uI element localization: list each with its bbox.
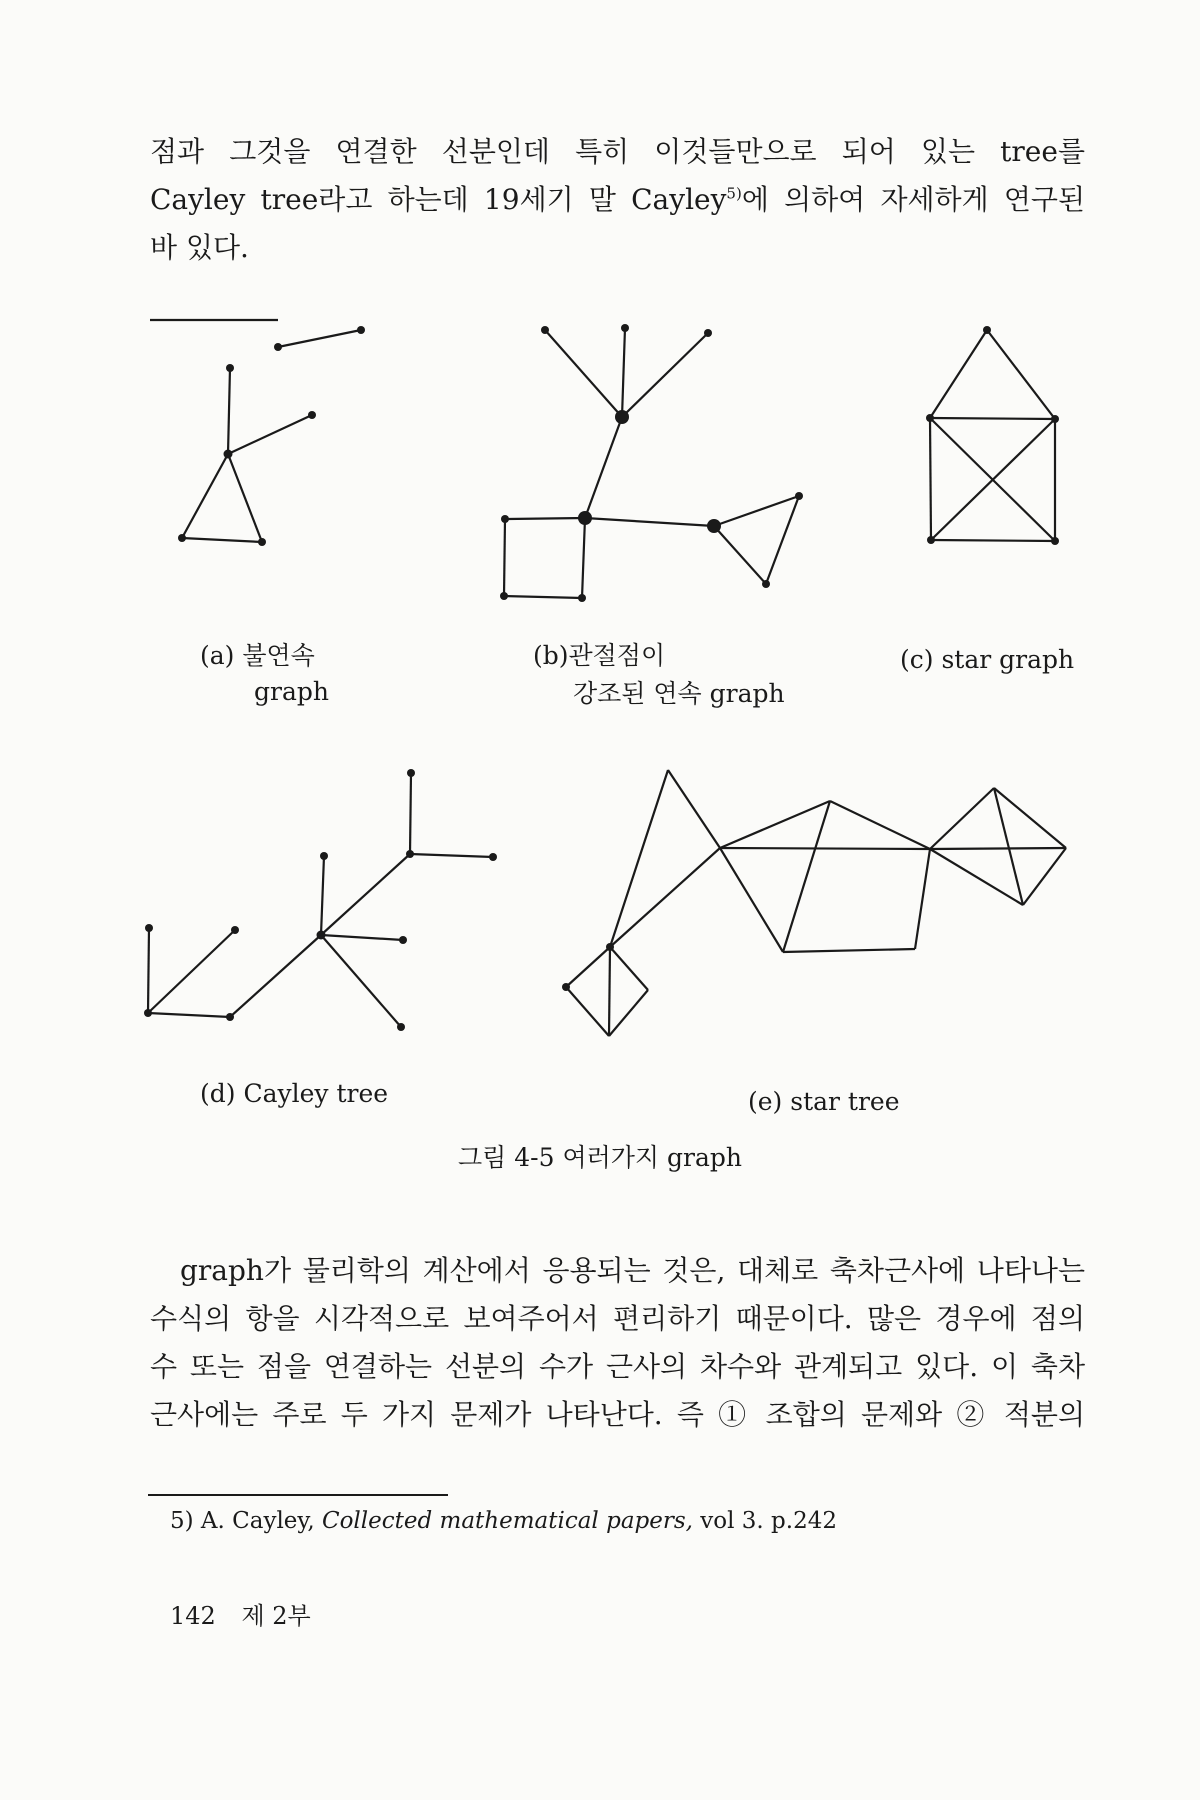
graph-c-vertex xyxy=(927,536,935,544)
graph-a-vertex xyxy=(258,538,266,546)
figure-c-star-graph xyxy=(920,320,1070,550)
graph-e-edge xyxy=(783,801,830,952)
graph-d-vertex xyxy=(407,769,415,777)
graph-e-edge xyxy=(1023,848,1066,905)
page-footer xyxy=(170,1596,311,1631)
graph-e-edge xyxy=(830,801,930,849)
graph-b-edge xyxy=(505,518,585,519)
graph-c-vertex xyxy=(926,414,934,422)
figure-d-cayley-tree xyxy=(140,765,510,1045)
graph-c-edge xyxy=(930,418,1055,419)
graph-b-edge xyxy=(545,330,622,417)
caption-d-line-1: (d) Cayley tree xyxy=(200,1079,389,1108)
graph-d-edge xyxy=(321,935,401,1027)
graph-d-edge xyxy=(148,928,149,1013)
graph-d-svg xyxy=(140,765,510,1045)
body-line-1: graph가 물리학의 계산에서 응용되는 것은, 대체로 축차근사에 나타나는 xyxy=(180,1254,1085,1287)
graph-c-vertex xyxy=(1051,537,1059,545)
graph-d-vertex xyxy=(317,931,326,940)
graph-b-articulation-point xyxy=(615,410,629,424)
graph-b-vertex xyxy=(704,329,712,337)
graph-e-edge xyxy=(994,788,1066,848)
graph-c-edge xyxy=(930,418,931,540)
caption-c-line-1: (c) star graph xyxy=(900,645,1075,674)
graph-a-edges xyxy=(150,320,361,542)
graph-d-vertex xyxy=(231,926,239,934)
caption-d xyxy=(200,1076,388,1112)
graph-d-vertex xyxy=(320,852,328,860)
graph-d-vertex xyxy=(397,1023,405,1031)
caption-b-line-1: (b)관절점이 xyxy=(533,641,666,670)
graph-c-edge xyxy=(987,330,1055,419)
graph-b-vertex xyxy=(541,326,549,334)
intro-line-2a: Cayley tree라고 하는데 19세기 말 Cayley xyxy=(150,183,727,216)
graph-e-vertex xyxy=(562,983,570,991)
caption-a-line-2: graph xyxy=(254,677,329,706)
intro-paragraph xyxy=(150,128,1085,272)
graph-b-edge xyxy=(585,417,622,518)
graph-d-edge xyxy=(410,854,493,857)
graph-b-articulation-point xyxy=(578,511,592,525)
graph-d-vertex xyxy=(399,936,407,944)
footnote-title: Collected mathematical papers, xyxy=(321,1508,693,1534)
graph-e-edge xyxy=(566,987,609,1036)
graph-d-vertex xyxy=(406,850,414,858)
caption-a-line-1: (a) 불연속 xyxy=(200,641,315,670)
graph-d-edge xyxy=(410,773,411,854)
graph-c-edge xyxy=(931,540,1055,541)
graph-b-edge xyxy=(714,496,799,526)
graph-e-edge xyxy=(609,947,610,1036)
graph-c-edge xyxy=(930,330,987,418)
caption-b xyxy=(533,638,785,712)
graph-b-edge xyxy=(622,333,708,417)
graph-e-svg xyxy=(560,760,1080,1045)
graph-e-edge xyxy=(915,849,930,949)
figure-e-star-tree xyxy=(560,760,1080,1045)
graph-a-edge xyxy=(182,538,262,542)
graph-e-edge xyxy=(994,788,1023,905)
graph-b-vertex xyxy=(795,492,803,500)
graph-d-vertex xyxy=(145,924,153,932)
graph-b-edge xyxy=(714,526,766,584)
graph-a-edge xyxy=(278,330,361,347)
graph-b-svg xyxy=(485,320,825,620)
body-line-4: 근사에는 주로 두 가지 문제가 나타난다. 즉 ① 조합의 문제와 ② 적분의 xyxy=(150,1398,1085,1431)
graph-a-vertex xyxy=(274,343,282,351)
graph-e-edge xyxy=(720,801,830,848)
graph-d-vertex xyxy=(489,853,497,861)
caption-a xyxy=(200,638,329,710)
graph-e-edge xyxy=(783,949,915,952)
graph-c-svg xyxy=(920,320,1070,550)
graph-b-vertex xyxy=(621,324,629,332)
intro-line-3: 바 있다. xyxy=(150,231,249,264)
graph-d-edge xyxy=(321,854,410,935)
figure-title: 그림 4-5 여러가지 graph xyxy=(458,1143,742,1172)
graph-b-edge xyxy=(622,328,625,417)
graph-e-edge xyxy=(930,788,994,849)
graph-e-edge xyxy=(720,848,930,849)
graph-e-vertex xyxy=(606,943,614,951)
graph-e-edge xyxy=(609,990,648,1036)
body-line-3: 수 또는 점을 연결하는 선분의 수가 근사의 차수와 관계되고 있다. 이 축차 xyxy=(150,1350,1085,1383)
graph-b-articulation-point xyxy=(707,519,721,533)
graph-e-edge xyxy=(610,947,648,990)
graph-d-vertex xyxy=(144,1009,152,1017)
graph-a-vertex xyxy=(308,411,316,419)
graph-d-edge xyxy=(321,935,403,940)
graph-e-edge xyxy=(930,849,1023,905)
intro-line-2 xyxy=(150,176,1085,224)
body-paragraph xyxy=(150,1247,1085,1439)
figure-b-articulation-graph xyxy=(485,320,825,620)
graph-e-edge xyxy=(930,848,1066,849)
graph-a-svg xyxy=(150,320,390,560)
graph-c-vertex xyxy=(983,326,991,334)
figure-a-disconnected-graph xyxy=(150,320,390,560)
graph-d-edge xyxy=(148,1013,230,1017)
footnote-prefix: 5) A. Cayley, xyxy=(170,1508,322,1534)
graph-b-vertex xyxy=(578,594,586,602)
caption-e xyxy=(748,1084,900,1120)
graph-d-edge xyxy=(230,935,321,1017)
caption-b-line-2: 강조된 연속 graph xyxy=(573,679,785,708)
graph-b-vertex xyxy=(500,592,508,600)
graph-a-edge xyxy=(182,454,228,538)
graph-e-edge xyxy=(668,770,720,848)
graph-d-vertex xyxy=(226,1013,234,1021)
graph-b-edge xyxy=(766,496,799,584)
graph-a-edge xyxy=(228,368,230,454)
graph-b-edge xyxy=(504,519,505,596)
caption-c xyxy=(900,642,1074,678)
graph-a-vertex xyxy=(224,450,233,459)
footnote-suffix: vol 3. p.242 xyxy=(692,1508,837,1534)
graph-e-edge xyxy=(566,947,610,987)
page-number: 142 xyxy=(170,1602,216,1630)
footnote-ref: 5) xyxy=(726,184,742,203)
footnote xyxy=(170,1508,837,1534)
graph-b-vertex xyxy=(762,580,770,588)
part-label: 제 2부 xyxy=(241,1602,311,1630)
intro-line-1: 점과 그것을 연결한 선분인데 특히 이것들만으로 되어 있는 tree를 xyxy=(150,135,1085,168)
graph-b-edge xyxy=(582,518,585,598)
graph-b-vertex xyxy=(501,515,509,523)
graph-d-edge xyxy=(148,930,235,1013)
graph-d-edge xyxy=(321,856,324,935)
footnote-divider xyxy=(148,1494,448,1496)
graph-a-vertex xyxy=(357,326,365,334)
graph-b-edge xyxy=(585,518,714,526)
graph-a-edge xyxy=(228,454,262,542)
graph-e-edge xyxy=(720,848,783,952)
graph-b-edge xyxy=(504,596,582,598)
caption-e-line-1: (e) star tree xyxy=(748,1087,900,1116)
graph-a-vertex xyxy=(178,534,186,542)
intro-line-2b: 에 의하여 자세하게 연구된 xyxy=(741,183,1085,216)
body-line-2: 수식의 항을 시각적으로 보여주어서 편리하기 때문이다. 많은 경우에 점의 xyxy=(150,1302,1085,1335)
graph-a-vertex xyxy=(226,364,234,372)
graph-a-edge xyxy=(228,415,312,454)
graph-c-vertex xyxy=(1051,415,1059,423)
